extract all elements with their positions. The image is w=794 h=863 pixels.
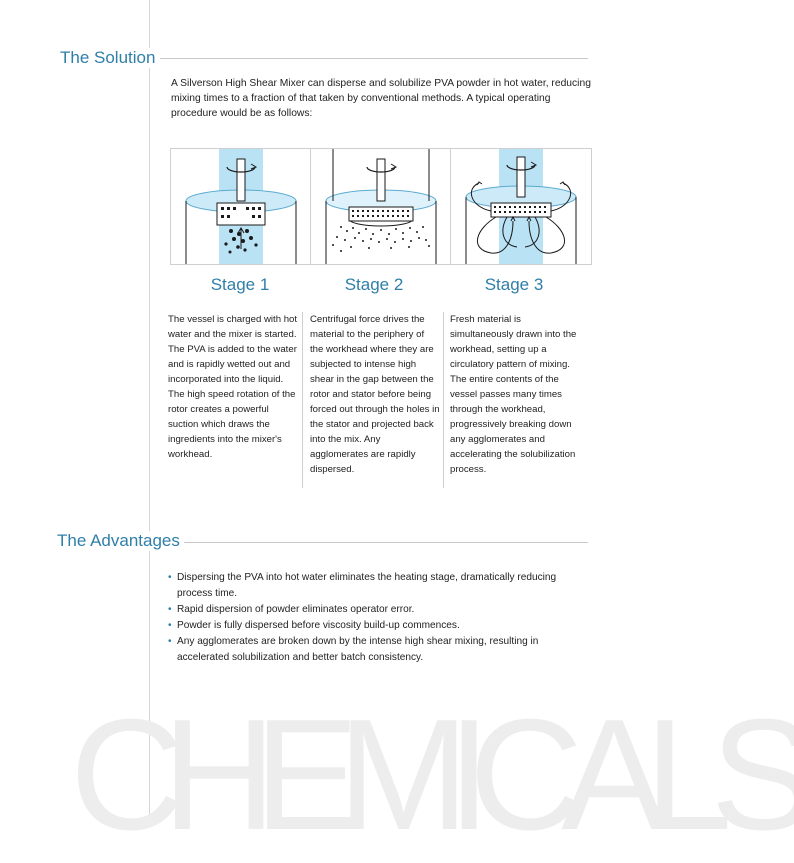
list-item: • Powder is fully dispersed before viscosity build-up commences.: [168, 618, 588, 634]
bullet-icon: •: [168, 636, 172, 647]
stage-3-label: Stage 3: [484, 275, 544, 294]
stage-1-diagram: [170, 148, 312, 265]
stage-3-diagram: [450, 148, 592, 265]
bullet-icon: •: [168, 572, 172, 583]
solution-title: The Solution: [60, 48, 159, 68]
stage-2-diagram: [310, 148, 452, 265]
solution-intro: A Silverson High Shear Mixer can disperse and solubilize PVA powder in hot water, reducing mixing times to a fraction of that taken by conventional methods. A typical operating procedure would be as follows:: [171, 78, 591, 119]
watermark-chemicals: CHEMICALS: [70, 687, 794, 863]
list-item: • Rapid dispersion of powder eliminates operator error.: [168, 602, 588, 618]
advantages-list: [168, 570, 588, 666]
bullet-icon: •: [168, 604, 172, 615]
stage-1-label: Stage 1: [210, 275, 270, 294]
bullet-icon: •: [168, 620, 172, 631]
stage-divider: [443, 312, 444, 488]
stage-2-label: Stage 2: [344, 275, 404, 294]
list-item: • Any agglomerates are broken down by the intense high shear mixing, resulting in accelerated solubilization and better batch consistency.: [168, 636, 539, 663]
advantages-rule: [180, 542, 588, 543]
stage-divider: [302, 312, 303, 488]
stage-1-text: The vessel is charged with hot water and the mixer is started. The PVA is added to the water and is rapidly wetted out and incorporated into the liquid. The high speed rotation of the rotor creates a powerful suction which draws the ingredients into the mixer's workhead.: [168, 314, 298, 460]
list-item: • Dispersing the PVA into hot water eliminates the heating stage, dramatically reducing process time.: [168, 572, 557, 599]
stage-2-text: Centrifugal force drives the material to the periphery of the workhead where they are subjected to intense high shear in the gap between the rotor and stator before being forced out through the holes in the stator and projected back into the mix. Any agglomerates are rapidly dispersed.: [310, 314, 440, 475]
stage-3-text: Fresh material is simultaneously drawn into the workhead, setting up a circulatory pattern of mixing. The entire contents of the vessel passes many times through the workhead, progressively breaking down any agglomerates and accelerating the solubilization process.: [450, 314, 577, 475]
advantages-title: The Advantages: [57, 531, 184, 551]
solution-rule: [160, 58, 588, 59]
